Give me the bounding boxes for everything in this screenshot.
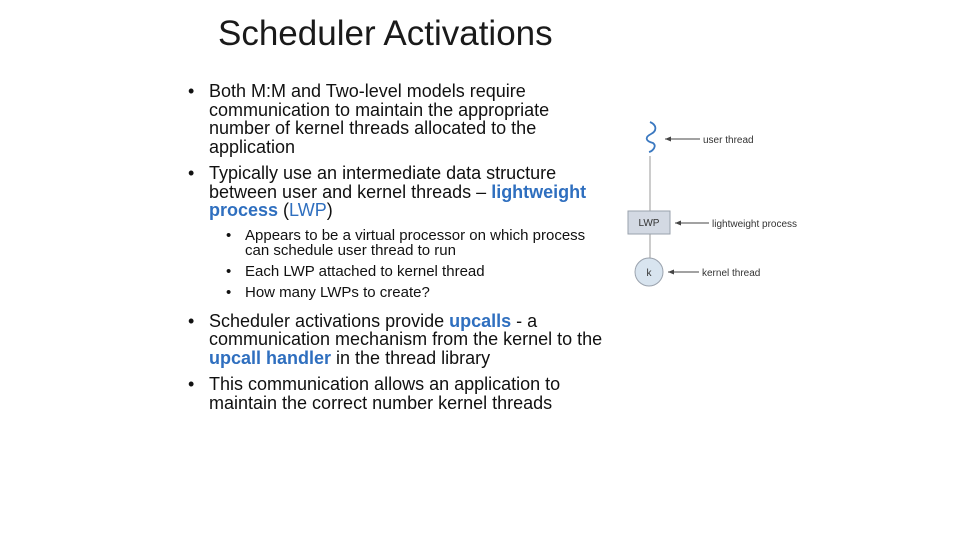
kernel-thread-label: kernel thread: [702, 268, 761, 279]
sub-bullet-list: [188, 228, 608, 300]
bullet-item: [188, 312, 608, 368]
bullet-text: (: [278, 200, 290, 220]
lwp-diagram: [620, 110, 840, 300]
sub-bullet-item: • Appears to be a virtual processor on which process can schedule user thread to run: [226, 228, 608, 258]
user-thread-label: user thread: [703, 135, 754, 146]
bullet-text: ): [326, 200, 333, 220]
bullet-item: [188, 164, 608, 220]
bullet-text: Scheduler activations provide: [209, 310, 450, 331]
bullet-text: Typically use an intermediate data structure between user and kernel threads –: [209, 163, 557, 202]
bullet-text: in the thread library: [331, 347, 491, 368]
bullet-item: [188, 375, 608, 412]
term-upcall-handler: upcall handler: [209, 347, 332, 368]
bullet-item: [188, 82, 608, 156]
term-lightweight-process: lightweight process: [209, 181, 587, 220]
bullet-list: [188, 82, 608, 420]
sub-bullet-item: • Each LWP attached to kernel thread: [226, 264, 608, 279]
bullet-text: This communication allows an application to maintain the correct number kernel threads: [209, 374, 561, 413]
lightweight-process-label: lightweight process: [712, 219, 798, 230]
arrowhead-icon: [675, 221, 681, 226]
kernel-node-label: k: [646, 268, 652, 279]
bullet-text: - a communication mechanism from the kernel to the: [209, 310, 603, 349]
term-upcalls: upcalls: [449, 310, 512, 331]
term-lwp: LWP: [289, 200, 327, 220]
lwp-box-label: LWP: [638, 218, 660, 229]
arrowhead-icon: [668, 270, 674, 275]
user-thread-squiggle-icon: [647, 122, 656, 152]
arrowhead-icon: [665, 137, 671, 142]
slide-title: Scheduler Activations: [218, 14, 553, 53]
bullet-text: Both M:M and Two-level models require communication to maintain the appropriate number of kernel threads allocated to the application: [209, 81, 550, 157]
sub-bullet-item: • How many LWPs to create?: [226, 285, 608, 300]
